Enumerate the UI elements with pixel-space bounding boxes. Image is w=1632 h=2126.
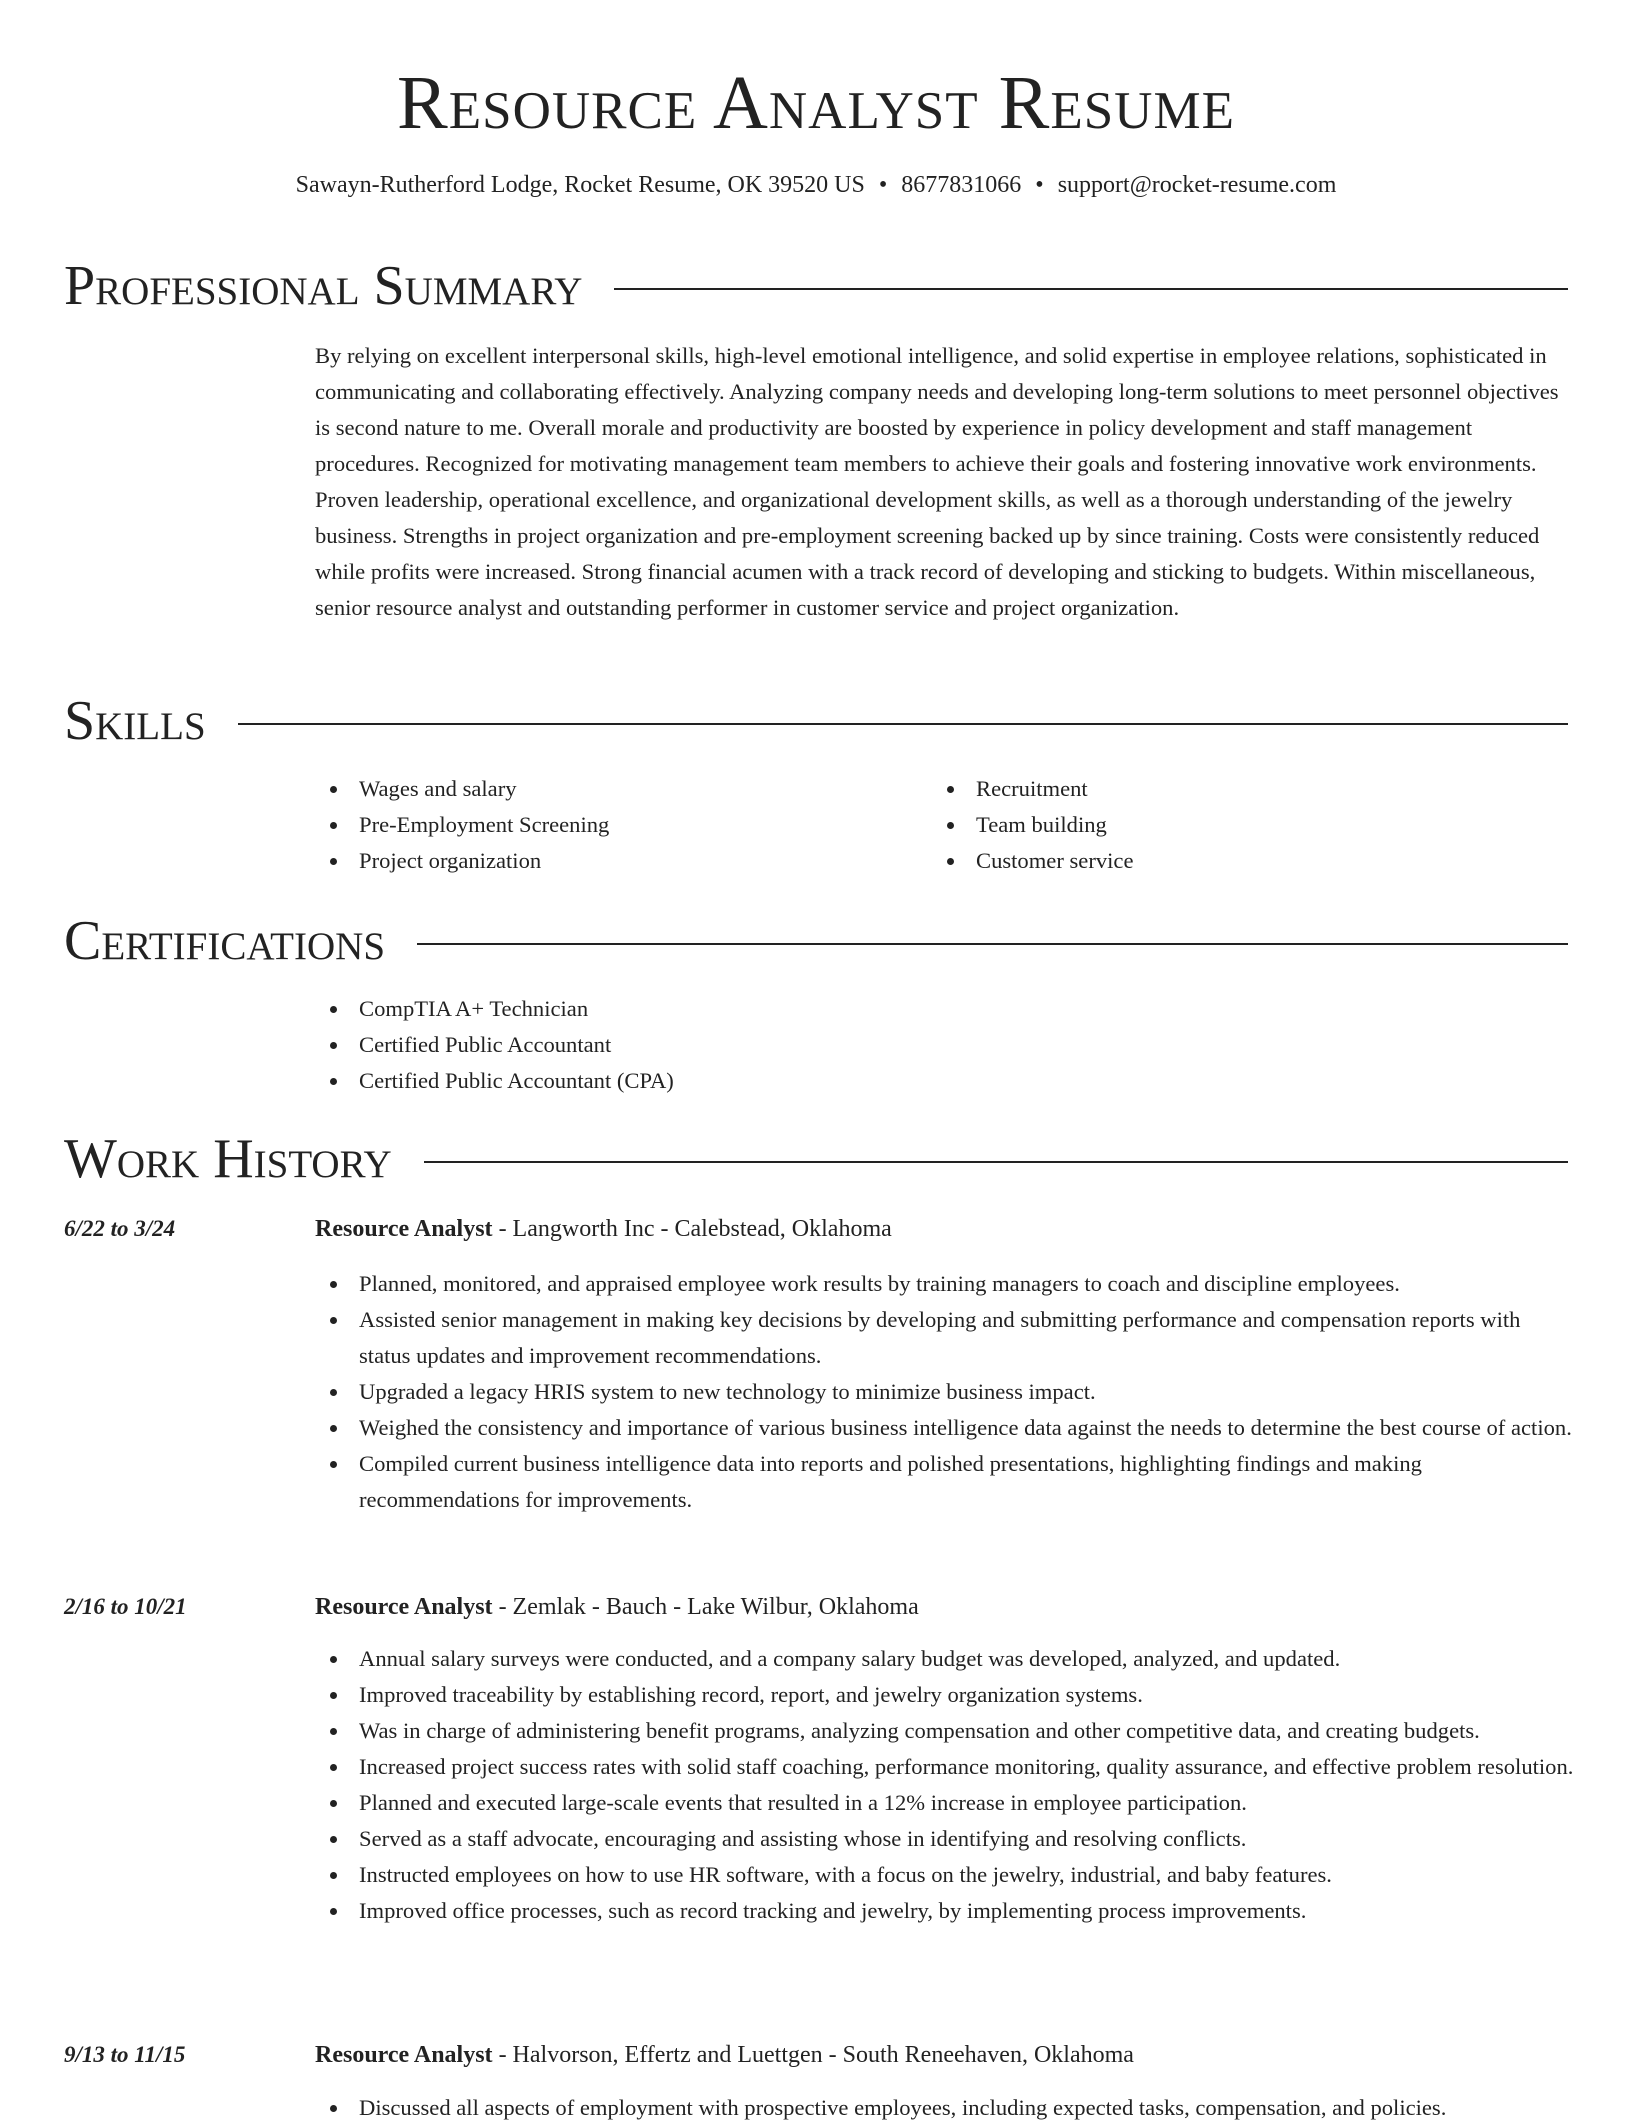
job-employer: - Zemlak - Bauch - Lake Wilbur, Oklahoma bbox=[492, 1594, 919, 1620]
job-heading bbox=[315, 1589, 1565, 1625]
certification-item: Certified Public Accountant bbox=[315, 1027, 1115, 1063]
work-section-header bbox=[64, 1129, 1568, 1189]
job-dates: 6/22 to 3/24 bbox=[64, 1216, 176, 1241]
job-duty: Was in charge of administering benefit programs, analyzing compensation and other competitive data, and creating budgets. bbox=[315, 1713, 1575, 1749]
skill-item: Wages and salary bbox=[315, 771, 875, 807]
section-divider bbox=[238, 723, 1568, 725]
job-duties-list bbox=[315, 1266, 1575, 1518]
certification-item: Certified Public Accountant (CPA) bbox=[315, 1063, 1115, 1099]
section-divider bbox=[614, 288, 1568, 290]
job-role: Resource Analyst bbox=[315, 1216, 493, 1242]
resume-title: Resource Analyst Resume bbox=[397, 61, 1235, 145]
summary-section-header bbox=[64, 256, 1568, 316]
skills-list-right bbox=[932, 771, 1492, 879]
job-duty: Planned, monitored, and appraised employee work results by training managers to coach and discipline employees. bbox=[315, 1266, 1575, 1302]
job-heading bbox=[315, 1211, 1565, 1247]
contact-email: support@rocket-resume.com bbox=[1057, 172, 1337, 198]
summary-heading: Professional Summary bbox=[64, 255, 583, 317]
job-duty: Instructed employees on how to use HR software, with a focus on the jewelry, industrial, and baby features. bbox=[315, 1857, 1575, 1893]
skills-list-left bbox=[315, 771, 875, 879]
contact-separator: • bbox=[1035, 172, 1044, 198]
job-dates: 2/16 to 10/21 bbox=[64, 1594, 187, 1619]
job-duty: Upgraded a legacy HRIS system to new technology to minimize business impact. bbox=[315, 1374, 1575, 1410]
job-duty: Served as a staff advocate, encouraging and assisting whose in identifying and resolving conflicts. bbox=[315, 1821, 1575, 1857]
certifications-heading: Certifications bbox=[64, 910, 386, 972]
job-duty: Compiled current business intelligence data into reports and polished presentations, highlighting findings and making recommendations for improvements. bbox=[315, 1446, 1575, 1518]
job-duties-list bbox=[315, 1641, 1575, 1929]
job-duty: Discussed all aspects of employment with prospective employees, including expected tasks, compensation, and policies. bbox=[315, 2090, 1575, 2126]
job-duties-list bbox=[315, 2090, 1575, 2126]
skill-item: Project organization bbox=[315, 843, 875, 879]
skill-item: Recruitment bbox=[932, 771, 1492, 807]
contact-line bbox=[0, 170, 1632, 200]
section-divider bbox=[424, 1161, 1568, 1163]
job-duty: Planned and executed large-scale events that resulted in a 12% increase in employee participation. bbox=[315, 1785, 1575, 1821]
job-employer: - Langworth Inc - Calebstead, Oklahoma bbox=[492, 1216, 892, 1242]
skills-section-header bbox=[64, 691, 1568, 751]
work-heading: Work History bbox=[64, 1128, 392, 1190]
skill-item: Team building bbox=[932, 807, 1492, 843]
summary-text: By relying on excellent interpersonal skills, high-level emotional intelligence, and solid expertise in employee relations, sophisticated in communicating and collaborating effectively. Analyzing company needs and developing long-term solutions to meet personnel objectives is second nature to me. Overall morale and productivity are boosted by experience in policy development and staff management procedures. Recognized for motivating management team members to achieve their goals and fostering innovative work environments. Proven leadership, operational excellence, and organizational development skills, as well as a thorough understanding of the jewelry business. Strengths in project organization and pre-employment screening backed up by since training. Costs were consistently reduced while profits were increased. Strong financial acumen with a track record of developing and sticking to budgets. Within miscellaneous, senior resource analyst and outstanding performer in customer service and project organization. bbox=[315, 343, 1559, 620]
contact-phone: 8677831066 bbox=[901, 172, 1022, 198]
job-duty: Improved office processes, such as record tracking and jewelry, by implementing process improvements. bbox=[315, 1893, 1575, 1929]
certifications-section-header bbox=[64, 911, 1568, 971]
contact-address: Sawayn-Rutherford Lodge, Rocket Resume, OK 39520 US bbox=[295, 172, 865, 198]
certifications-list bbox=[315, 991, 1115, 1099]
job-employer: - Halvorson, Effertz and Luettgen - South Reneehaven, Oklahoma bbox=[492, 2042, 1134, 2068]
job-dates: 9/13 to 11/15 bbox=[64, 2042, 186, 2067]
section-divider bbox=[417, 943, 1568, 945]
job-duty: Increased project success rates with solid staff coaching, performance monitoring, quality assurance, and effective problem resolution. bbox=[315, 1749, 1575, 1785]
skill-item: Pre-Employment Screening bbox=[315, 807, 875, 843]
skill-item: Customer service bbox=[932, 843, 1492, 879]
job-role: Resource Analyst bbox=[315, 1594, 493, 1620]
job-duty: Weighed the consistency and importance of various business intelligence data against the needs to determine the best course of action. bbox=[315, 1410, 1575, 1446]
skills-heading: Skills bbox=[64, 690, 206, 752]
job-duty: Assisted senior management in making key decisions by developing and submitting performance and compensation reports with status updates and improvement recommendations. bbox=[315, 1302, 1575, 1374]
job-duty: Improved traceability by establishing record, report, and jewelry organization systems. bbox=[315, 1677, 1575, 1713]
certification-item: CompTIA A+ Technician bbox=[315, 991, 1115, 1027]
job-role: Resource Analyst bbox=[315, 2042, 493, 2068]
job-heading bbox=[315, 2037, 1565, 2073]
contact-separator: • bbox=[878, 172, 888, 198]
job-duty: Annual salary surveys were conducted, and a company salary budget was developed, analyzed, and updated. bbox=[315, 1641, 1575, 1677]
